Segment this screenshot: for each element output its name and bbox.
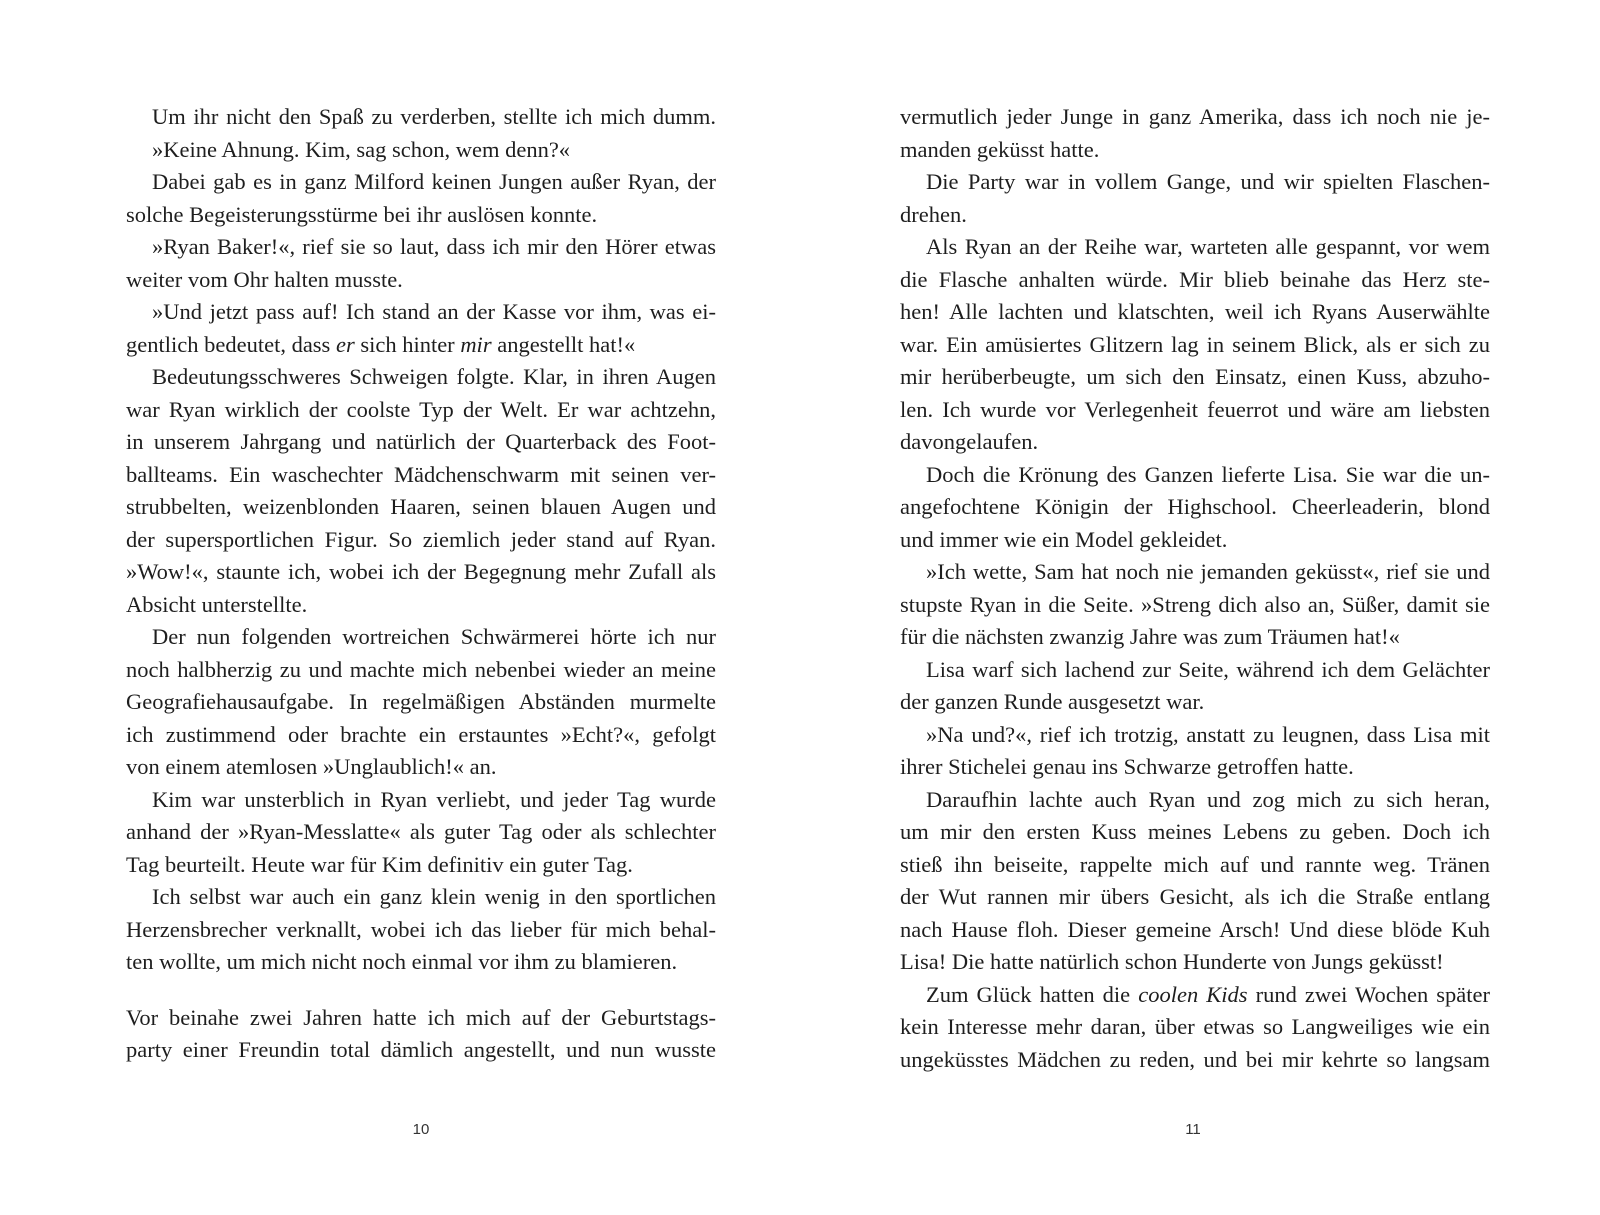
text-line: mir herüberbeugte, um sich den Einsatz, einen Kuss, abzuho- bbox=[900, 364, 1490, 389]
text-line: stupste Ryan in die Seite. »Streng dich also an, Süßer, damit sie bbox=[900, 591, 1490, 617]
text-line: party einer Freundin total dämlich angestellt, und nun wusste bbox=[126, 1037, 716, 1062]
text-line: ich zustimmend oder brachte ein erstauntes »Echt?«, gefolgt bbox=[126, 721, 716, 747]
text-line: »Ich wette, Sam hat noch nie jemanden geküsst«, rief sie und bbox=[926, 559, 1490, 584]
text-line: nach Hause floh. Dieser gemeine Arsch! Und diese blöde Kuh bbox=[900, 916, 1490, 942]
text-line: Um ihr nicht den Spaß zu verderben, stellte ich mich dumm. bbox=[152, 104, 716, 129]
right-page bbox=[900, 101, 1490, 1076]
text-line: hen! Alle lachten und klatschten, weil ich Ryans Auserwählte bbox=[900, 299, 1490, 324]
text-line: die Flasche anhalten würde. Mir blieb beinahe das Herz ste- bbox=[900, 266, 1490, 292]
text-line: stieß ihn beiseite, rappelte mich auf und rannte weg. Tränen bbox=[900, 851, 1490, 877]
text-line: manden geküsst hatte. bbox=[900, 136, 1100, 162]
text-run: Zum Glück hatten die bbox=[926, 981, 1139, 1007]
emphasis-text: coolen Kids bbox=[1138, 981, 1248, 1007]
text-run: gentlich bedeutet, dass bbox=[126, 331, 336, 357]
text-line: »Wow!«, staunte ich, wobei ich der Begegnung mehr Zufall als bbox=[126, 559, 716, 584]
text-line: Herzensbrecher verknallt, wobei ich das lieber für mich behal- bbox=[126, 916, 716, 942]
text-line: drehen. bbox=[900, 201, 967, 227]
text-line: und immer wie ein Model gekleidet. bbox=[900, 526, 1228, 552]
text-line: Lisa warf sich lachend zur Seite, während ich dem Gelächter bbox=[926, 656, 1490, 682]
text-line: anhand der »Ryan-Messlatte« als guter Tag oder als schlechter bbox=[126, 819, 716, 844]
text-run: angestellt hat!« bbox=[491, 331, 636, 357]
text-line: strubbelten, weizenblonden Haaren, seinen blauen Augen und bbox=[126, 494, 716, 519]
text-line: der Wut rannen mir übers Gesicht, als ich die Straße entlang bbox=[900, 884, 1490, 909]
text-line: len. Ich wurde vor Verlegenheit feuerrot und wäre am liebsten bbox=[900, 396, 1490, 422]
text-line: kein Interesse mehr daran, über etwas so Langweiliges wie ein bbox=[900, 1014, 1490, 1039]
text-line: Die Party war in vollem Gange, und wir spielten Flaschen- bbox=[926, 169, 1490, 194]
text-line: in unserem Jahrgang und natürlich der Quarterback des Foot- bbox=[126, 429, 716, 454]
text-line: ungeküsstes Mädchen zu reden, und bei mir kehrte so langsam bbox=[900, 1046, 1490, 1072]
text-line: Als Ryan an der Reihe war, warteten alle gespannt, vor wem bbox=[926, 234, 1490, 259]
text-line: vermutlich jeder Junge in ganz Amerika, dass ich noch nie je- bbox=[900, 104, 1490, 129]
text-line: noch halbherzig zu und machte mich nebenbei wieder an meine bbox=[126, 656, 716, 682]
text-line: der supersportlichen Figur. So ziemlich jeder stand auf Ryan. bbox=[126, 526, 716, 552]
text-line: Daraufhin lachte auch Ryan und zog mich zu sich heran, bbox=[926, 786, 1490, 812]
text-line: Bedeutungsschweres Schweigen folgte. Klar, in ihren Augen bbox=[152, 364, 716, 389]
text-line: weiter vom Ohr halten musste. bbox=[126, 266, 403, 292]
text-line: Geografiehausaufgabe. In regelmäßigen Abständen murmelte bbox=[126, 689, 716, 714]
left-page-body bbox=[126, 101, 716, 1067]
text-line: der ganzen Runde ausgesetzt war. bbox=[900, 689, 1205, 714]
text-line bbox=[900, 979, 1490, 1012]
text-line: davongelaufen. bbox=[900, 429, 1039, 454]
text-line: um mir den ersten Kuss meines Lebens zu geben. Doch ich bbox=[900, 819, 1490, 844]
text-line: Kim war unsterblich in Ryan verliebt, und jeder Tag wurde bbox=[152, 786, 716, 812]
emphasis-text: er bbox=[335, 331, 355, 357]
text-line: Doch die Krönung des Ganzen lieferte Lisa. Sie war die un- bbox=[926, 461, 1490, 487]
text-line bbox=[126, 329, 716, 362]
text-line: solche Begeisterungsstürme bei ihr auslösen konnte. bbox=[126, 201, 598, 227]
text-line: von einem atemlosen »Unglaublich!« an. bbox=[126, 754, 497, 779]
text-run: rund zwei Wochen später bbox=[1247, 981, 1490, 1007]
text-line: Dabei gab es in ganz Milford keinen Jungen außer Ryan, der bbox=[152, 169, 716, 194]
text-line: »Und jetzt pass auf! Ich stand an der Kasse vor ihm, was ei- bbox=[152, 299, 716, 324]
left-page-number: 10 bbox=[412, 1121, 430, 1138]
emphasis-text: mir bbox=[460, 331, 492, 357]
text-line: »Ryan Baker!«, rief sie so laut, dass ich mir den Hörer etwas bbox=[152, 234, 716, 259]
text-line: Absicht unterstellte. bbox=[126, 591, 308, 617]
right-page-body bbox=[900, 101, 1490, 1076]
text-line: Vor beinahe zwei Jahren hatte ich mich auf der Geburtstags- bbox=[126, 1004, 716, 1030]
section-break bbox=[126, 979, 716, 1002]
right-page-number: 11 bbox=[1185, 1121, 1201, 1138]
text-line: ten wollte, um mich nicht noch einmal vor ihm zu blamieren. bbox=[126, 949, 678, 974]
text-line: für die nächsten zwanzig Jahre was zum Träumen hat!« bbox=[900, 624, 1400, 649]
text-line: »Keine Ahnung. Kim, sag schon, wem denn?« bbox=[152, 136, 571, 162]
left-page bbox=[126, 101, 716, 1067]
text-line: Ich selbst war auch ein ganz klein wenig in den sportlichen bbox=[152, 884, 716, 909]
text-line: ballteams. Ein waschechter Mädchenschwarm mit seinen ver- bbox=[126, 461, 716, 487]
text-line: Tag beurteilt. Heute war für Kim definitiv ein guter Tag. bbox=[126, 851, 633, 877]
text-line: war Ryan wirklich der coolste Typ der Welt. Er war achtzehn, bbox=[126, 396, 716, 422]
text-run: sich hinter bbox=[354, 331, 461, 357]
text-line: angefochtene Königin der Highschool. Cheerleaderin, blond bbox=[900, 494, 1490, 519]
text-line: Lisa! Die hatte natürlich schon Hunderte von Jungs geküsst! bbox=[900, 949, 1444, 974]
text-line: »Na und?«, rief ich trotzig, anstatt zu leugnen, dass Lisa mit bbox=[926, 721, 1490, 747]
text-line: Der nun folgenden wortreichen Schwärmerei hörte ich nur bbox=[152, 624, 716, 649]
text-line: ihrer Stichelei genau ins Schwarze getroffen hatte. bbox=[900, 754, 1354, 779]
text-line: war. Ein amüsiertes Glitzern lag in seinem Blick, als er sich zu bbox=[900, 331, 1490, 357]
